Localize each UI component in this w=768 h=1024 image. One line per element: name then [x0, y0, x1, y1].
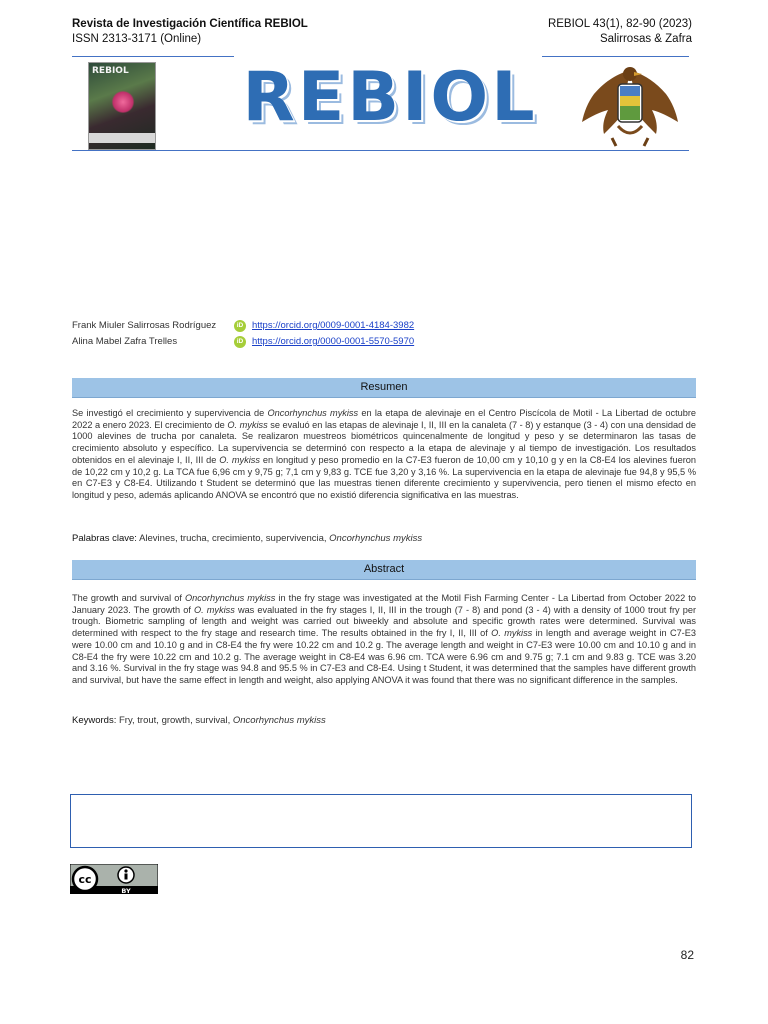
- keywords-value: Fry, trout, growth, survival, Oncorhynchus mykiss: [119, 715, 326, 726]
- cc-label: cc: [78, 873, 92, 886]
- abstract-keywords: [72, 715, 326, 726]
- abstract-heading: Abstract: [72, 560, 696, 580]
- authors-block: [72, 318, 414, 350]
- resumen-keywords: [72, 533, 422, 544]
- authors-short: Salirrosas & Zafra: [599, 33, 692, 45]
- journal-name: Revista de Investigación Científica REBIOL: [72, 18, 308, 30]
- resumen-text: Se investigó el crecimiento y supervivencia de Oncorhynchus mykiss en la etapa de alevinaje en el Centro Piscícola de Motil - La Libertad de octubre 2022 a enero 2023. El crecimiento de O. mykiss se evaluó en las etapas de alevinaje I, II, III en la canaleta (7 - 8) y estanque (3 - 4) con una densidad de 1000 alevines de trucha por canaleta. Se realizaron muestreos biométricos quincenalmente de longitud y peso y se determinaron las tasas de crecimiento absoluto y específico. La supervivencia se determinó con respecto a la etapa de alevinaje y al tiempo de investigación. Los resultados obtenidos en el alevinaje I, II, III de O. mykiss en longitud y peso promedio en la C7-E3 fueron de 10,00 cm y 10,10 g y en la C8-E4 los alevines fueron de 10,22 cm y 10,2 g. La TCA fue 6,96 cm y 9,75 g; 7,1 cm y 9,83 g. TCE fue 3,20 y 3,16 %. La supervivencia en la etapa de alevinaje fue 94,8 y 95,5 % en C7-E3 y C8-E4. Utilizando t Student se determinó que las muestras tienen diferente crecimiento y supervivencia, pero tienen el mismo efecto en longitud y peso, además aplicando ANOVA se encontró que no existió diferencia significativa en las muestras.: [72, 408, 697, 500]
- issn: ISSN 2313-3171 (Online): [72, 33, 202, 45]
- cover-band: [89, 133, 155, 143]
- orcid-link[interactable]: https://orcid.org/0009-0001-4184-3982: [252, 320, 415, 331]
- cover-flower-image: [111, 91, 135, 113]
- orcid-icon: iD: [234, 320, 246, 332]
- page-number: 82: [680, 948, 694, 962]
- keywords-value: Alevines, trucha, crecimiento, supervivencia, Oncorhynchus mykiss: [139, 533, 423, 544]
- author-row: [72, 334, 414, 350]
- keywords-label: Keywords:: [72, 715, 117, 726]
- resumen-heading: Resumen: [72, 378, 696, 398]
- orcid-icon: iD: [234, 336, 246, 348]
- keywords-label: Palabras clave:: [72, 533, 137, 544]
- orcid-link[interactable]: https://orcid.org/0000-0001-5570-5970: [252, 336, 415, 347]
- university-emblem-icon: [578, 60, 682, 148]
- header-rule-left: [72, 56, 234, 57]
- journal-logo: REBIOL: [242, 58, 538, 137]
- masthead-rule: [72, 150, 689, 151]
- info-box: [70, 794, 692, 848]
- header-rule-right: [542, 56, 689, 57]
- author-name: Alina Mabel Zafra Trelles: [72, 336, 178, 347]
- by-label: BY: [121, 887, 131, 894]
- cc-by-license-icon[interactable]: [70, 864, 158, 894]
- author-name: Frank Miuler Salirrosas Rodríguez: [72, 320, 217, 331]
- abstract-text: The growth and survival of Oncorhynchus mykiss in the fry stage was investigated at the Motil Fish Farming Center - La Libertad from October 2022 to January 2023. The growth of O. mykiss was evaluated in the fry stages I, II, III in the trough (7 - 8) and pond (3 - 4) with a density of 1000 trout fry per trough. Biometric sampling of length and weight was carried out biweekly and absolute and specific growth rates were determined. Survival was determined with respect to the fry stage and research time. The results obtained in the fry I, II, III of O. mykiss in length and average weight in C7-E3 were 10.00 cm and 10.10 g and in C8-E4 the fry were 10.22 cm and 10.2 g. The average length and weight in C7-E3 were 10.00 cm and 10.10 g and in C8-E4 the fry were 10.22 cm and 10.2 g. The average weight in C8-E4 was 6.96 cm. TCA were 6.96 cm and 9.75 g; 7.1 cm and 9.83 g. TCE was 3.20 and 3.16 %. Survival in the fry stage was 94.8 and 95.5 % in C7-E3 and C8-E4. Using t Student, it was determined that the samples have different growth and survival, but have the same effect in length and weight, also applying ANOVA it was found that there was no significant difference in the samples.: [72, 593, 697, 685]
- citation-header: [548, 17, 692, 47]
- author-row: [72, 318, 414, 334]
- journal-cover-image: [88, 62, 156, 150]
- citation: REBIOL 43(1), 82-90 (2023): [547, 18, 692, 30]
- cover-title: REBIOL: [92, 66, 129, 76]
- journal-header: [72, 17, 308, 47]
